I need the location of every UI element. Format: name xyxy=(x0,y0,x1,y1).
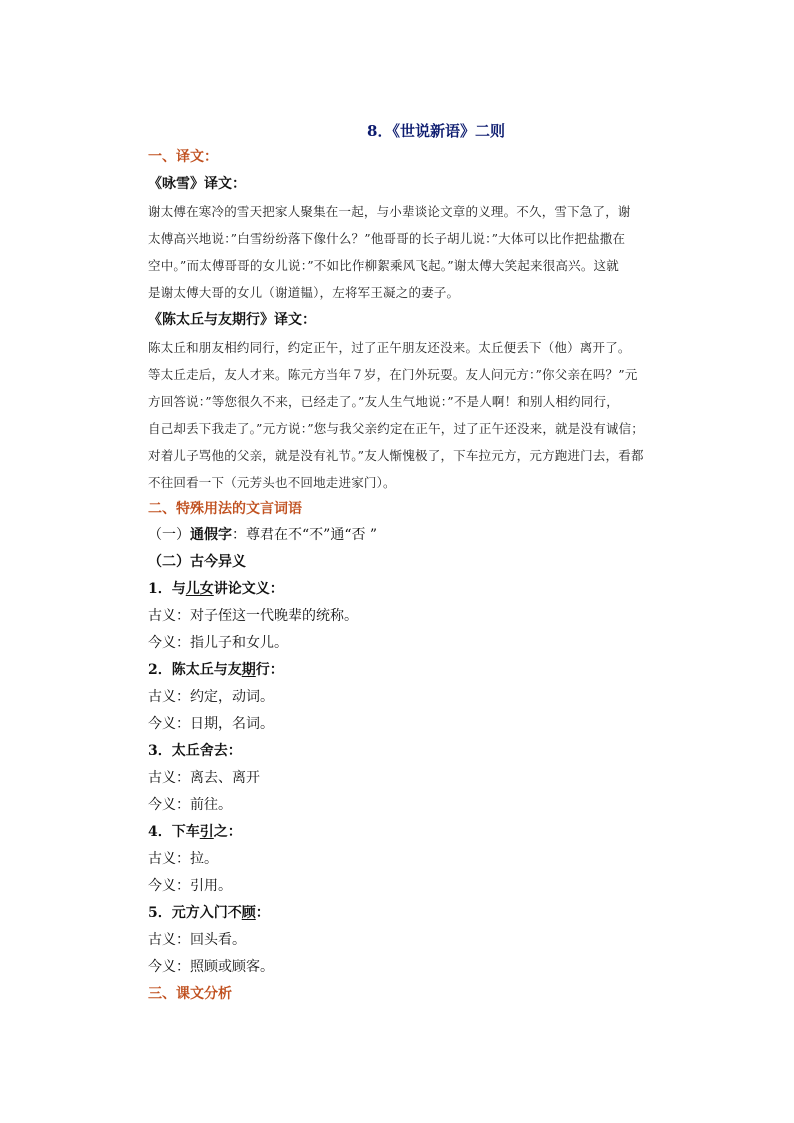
item-rest: ： xyxy=(227,743,242,759)
item-num: 5．元方入门不 xyxy=(148,905,242,921)
document-page xyxy=(148,118,684,1007)
item-underlined: 顾 xyxy=(241,905,256,921)
paragraph-chentaiqiu xyxy=(148,334,684,496)
tongjiazi-label: 通假字 xyxy=(190,527,232,543)
subheading-chentaiqiu: 《陈太丘与友期行》译文： xyxy=(148,312,316,328)
gujinyiyi-heading xyxy=(148,549,684,576)
jin-yi-row: 今义：引用。 xyxy=(148,878,232,894)
gu-yi-row: 古义：约定，动词。 xyxy=(148,689,274,705)
item-4 xyxy=(148,819,684,900)
tongjiazi-prefix: （一） xyxy=(148,527,190,543)
jin-yi-row: 今义：指儿子和女儿。 xyxy=(148,635,288,651)
item-2 xyxy=(148,657,684,738)
jin-yi-row: 今义：前往。 xyxy=(148,797,232,813)
item-heading xyxy=(148,738,684,765)
item-num: 1．与 xyxy=(148,581,186,597)
gu-yi-row: 古义：对子侄这一代晚辈的统称。 xyxy=(148,608,358,624)
gu-yi-row: 古义：拉。 xyxy=(148,851,218,867)
item-heading xyxy=(148,819,684,846)
text-line: 谢太傅在寒冷的雪天把家人聚集在一起，与小辈谈论文章的义理。不久，雪下急了，谢 xyxy=(148,204,631,219)
text-line: 对着儿子骂他的父亲，就是没有礼节。”友人惭愧极了，下车拉元方，元方跑进门去，看都 xyxy=(148,448,644,463)
gujinyiyi-label: （二）古今异义 xyxy=(148,554,246,570)
item-5 xyxy=(148,900,684,981)
jin-yi-row: 今义：照顾或顾客。 xyxy=(148,959,274,975)
item-num: 4．下车 xyxy=(148,824,200,840)
jin-yi-row: 今义：日期，名词。 xyxy=(148,716,274,732)
text-line: 自己却丢下我走了。”元方说：”您与我父亲约定在正午，过了正午还没来，就是没有诚信； xyxy=(148,421,644,436)
text-line: 是谢太傅大哥的女儿（谢道韫），左将军王凝之的妻子。 xyxy=(148,285,460,300)
item-rest: 之： xyxy=(213,824,242,840)
item-heading xyxy=(148,657,684,684)
page-title: 8．《世说新语》二则 xyxy=(367,122,505,140)
text-line: 空中。”而太傅哥哥的女儿说：”不如比作柳絮乘风飞起。”谢太傅大笑起来很高兴。这就 xyxy=(148,258,619,273)
item-underlined: 舍去 xyxy=(199,743,228,759)
subheading-yongxue: 《咏雪》译文： xyxy=(148,176,246,192)
item-heading xyxy=(148,900,684,927)
item-underlined: 儿女 xyxy=(185,581,214,597)
text-line: 等太丘走后，友人才来。陈元方当年７岁，在门外玩耍。友人问元方：”你父亲在吗？”元 xyxy=(148,367,638,382)
gu-yi-row: 古义：回头看。 xyxy=(148,932,246,948)
item-rest: 行： xyxy=(255,662,284,678)
item-3 xyxy=(148,738,684,819)
text-line: 方回答说：”等您很久不来，已经走了。”友人生气地说：”不是人啊！和别人相约同行， xyxy=(148,394,619,409)
text-line: 不往回看一下（元芳头也不回地走进家门）。 xyxy=(148,475,396,490)
text-line: 太傅高兴地说：”白雪纷纷落下像什么？”他哥哥的长子胡儿说：”大体可以比作把盐撒在 xyxy=(148,231,626,246)
item-1 xyxy=(148,576,684,657)
item-heading xyxy=(148,576,684,603)
item-underlined: 期 xyxy=(241,662,256,678)
paragraph-yongxue xyxy=(148,198,684,306)
text-line: 陈太丘和朋友相约同行，约定正午，过了正午朋友还没来。太丘便丢下（他）离开了。 xyxy=(148,340,631,355)
gu-yi-row: 古义：离去、离开 xyxy=(148,770,260,786)
item-underlined: 引 xyxy=(199,824,214,840)
section-heading-special-words: 二、特殊用法的文言词语 xyxy=(148,501,302,517)
tongjiazi-text: ：尊君在不“不”通“否 ” xyxy=(232,527,378,543)
item-rest: ： xyxy=(255,905,270,921)
tongjiazi-row xyxy=(148,522,684,549)
item-num: 2．陈太丘与友 xyxy=(148,662,242,678)
item-num: 3．太丘 xyxy=(148,743,200,759)
section-heading-analysis: 三、课文分析 xyxy=(148,986,232,1002)
item-rest: 讲论文义： xyxy=(213,581,284,597)
section-heading-translation: 一、译文： xyxy=(148,149,218,165)
